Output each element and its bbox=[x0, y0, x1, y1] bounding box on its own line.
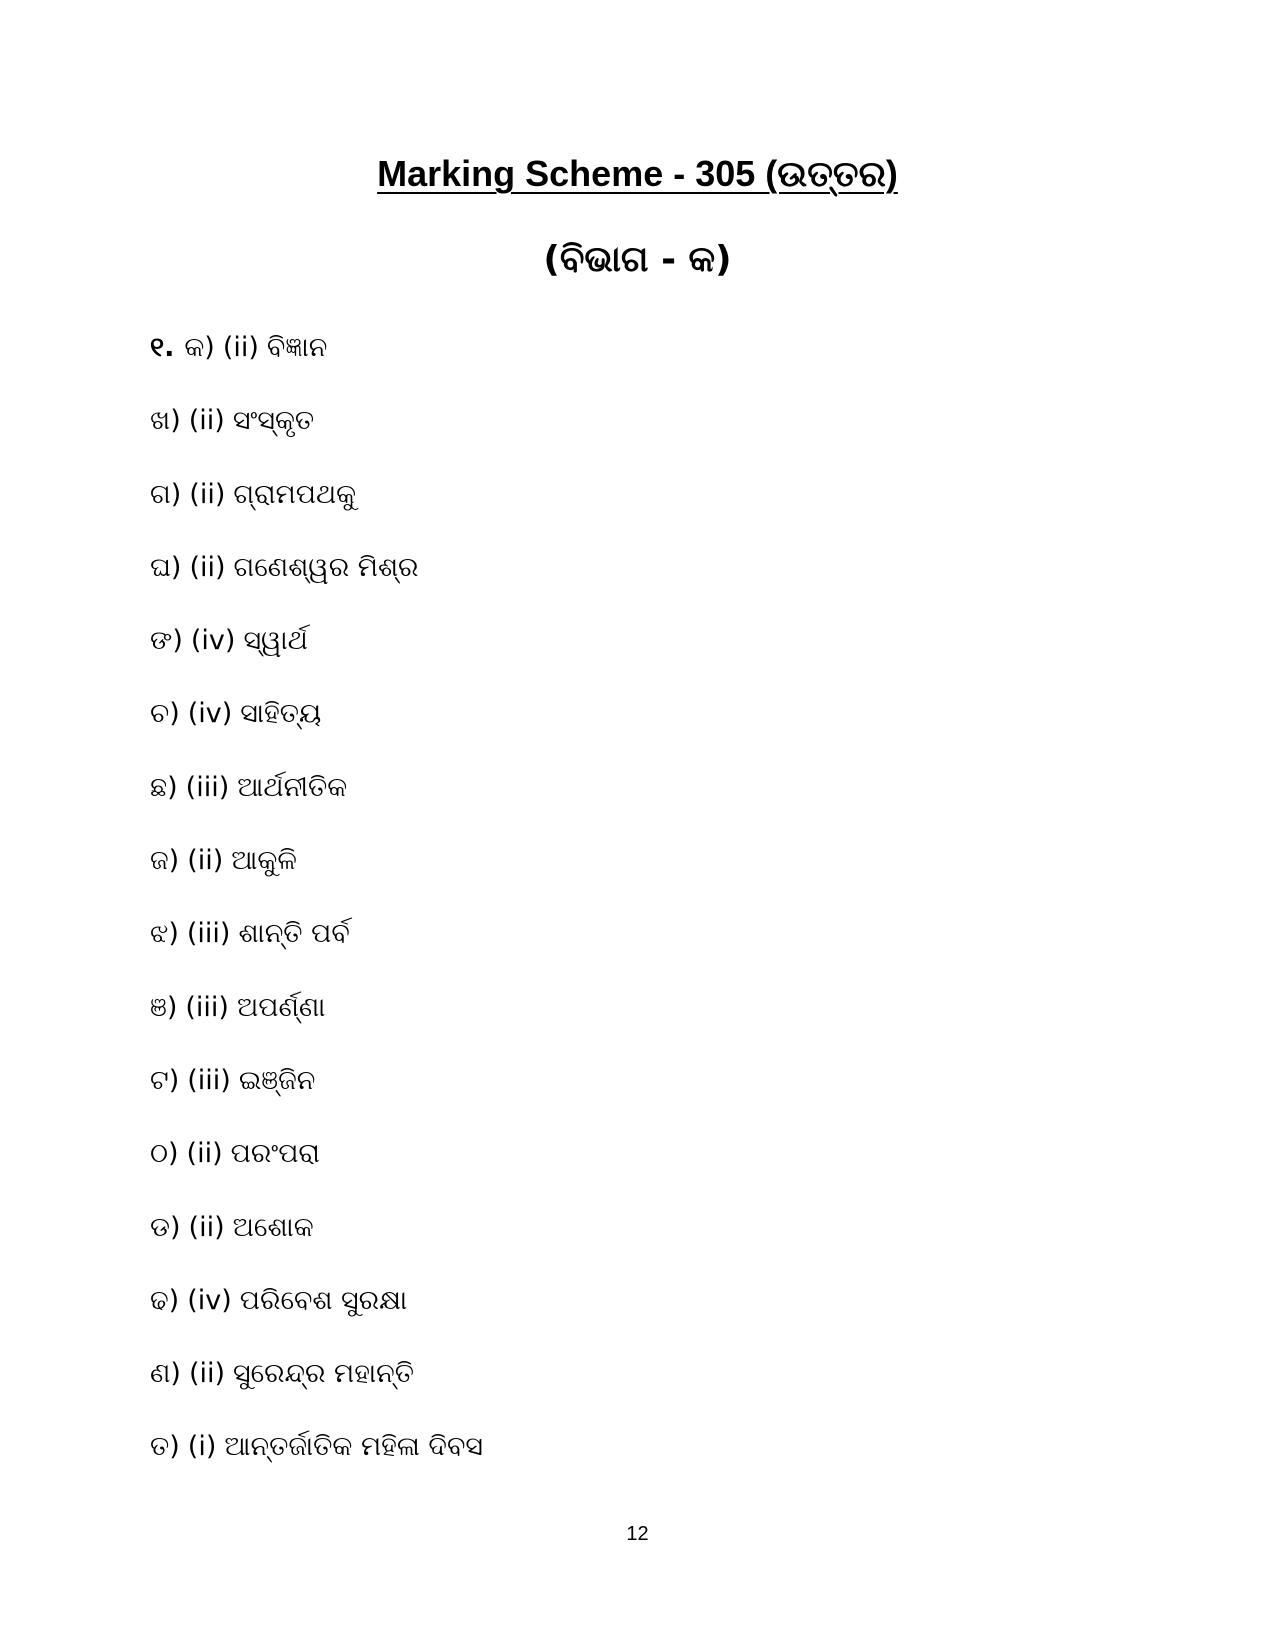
answer-option: (iii) bbox=[187, 1064, 231, 1096]
answer-item bbox=[150, 328, 483, 401]
answer-text: ଆନ୍ତର୍ଜାତିକ ମହିଳା ଦିବସ bbox=[224, 1431, 484, 1463]
answer-option: (iv) bbox=[187, 698, 233, 730]
answer-list bbox=[150, 328, 483, 1501]
answer-label: ଛ) bbox=[150, 771, 178, 803]
answer-label: ଡ) bbox=[150, 1211, 181, 1243]
answer-text: ଶାନ୍ତି ପର୍ବ bbox=[238, 918, 350, 950]
answer-text: ଅଶୋକ bbox=[232, 1211, 314, 1243]
answer-option: (ii) bbox=[188, 1358, 226, 1390]
answer-option: (iii) bbox=[186, 918, 231, 950]
answer-text: ସଂସ୍କୃତ bbox=[232, 405, 315, 437]
answer-item bbox=[150, 768, 483, 841]
answer-option: (i) bbox=[187, 1431, 217, 1463]
section-heading: (ବିଭାଗ - କ) bbox=[543, 239, 732, 280]
answer-option: (iii) bbox=[185, 771, 230, 803]
answer-text: ଗଣେଶ୍ୱର ମିଶ୍ର bbox=[233, 551, 419, 583]
answer-label: ଙ) bbox=[150, 625, 183, 657]
answer-label: ଣ) bbox=[150, 1358, 181, 1390]
answer-option: (ii) bbox=[188, 1211, 225, 1243]
answer-option: (ii) bbox=[222, 332, 259, 363]
answer-label: ଘ) bbox=[150, 551, 182, 583]
answer-item bbox=[150, 914, 483, 987]
page-title-text: Marking Scheme - 305 (ଉତ୍ତର) bbox=[377, 153, 898, 194]
answer-option: (ii) bbox=[187, 845, 224, 877]
answer-text: ଗ୍ରାମପଥକୁ bbox=[233, 478, 357, 510]
answer-item bbox=[150, 694, 483, 767]
answer-label: ଗ) bbox=[150, 478, 182, 510]
answer-item bbox=[150, 1134, 483, 1207]
answer-text: ବିଜ୍ଞାନ bbox=[266, 332, 328, 363]
answer-label: ଜ) bbox=[150, 845, 180, 877]
answer-label: ଝ) bbox=[150, 918, 179, 950]
answer-item bbox=[150, 1061, 483, 1134]
answer-item bbox=[150, 841, 483, 914]
answer-item bbox=[150, 401, 483, 474]
answer-option: (iv) bbox=[190, 625, 236, 657]
answer-option: (iv) bbox=[187, 1284, 232, 1316]
answer-text: ଇଞ୍ଜିନ bbox=[238, 1064, 316, 1096]
answer-text: ସ୍ୱାର୍ଥ bbox=[243, 625, 308, 657]
answer-text: ସାହିତ୍ୟ bbox=[240, 698, 322, 730]
answer-item bbox=[150, 621, 483, 694]
answer-item bbox=[150, 1208, 483, 1281]
answer-item bbox=[150, 1427, 483, 1500]
answer-item bbox=[150, 1281, 483, 1354]
answer-item bbox=[150, 1354, 483, 1427]
answer-option: (ii) bbox=[188, 405, 225, 437]
answer-text: ପରିବେଶ ସୁରକ୍ଷା bbox=[239, 1284, 408, 1316]
answer-label: କ) bbox=[184, 332, 215, 363]
answer-option: (ii) bbox=[186, 1138, 223, 1170]
answer-label: ତ) bbox=[150, 1431, 180, 1463]
answer-item bbox=[150, 988, 483, 1061]
answer-text: ସୁରେନ୍ଦ୍ର ମହାନ୍ତି bbox=[233, 1358, 414, 1390]
page-number: 12 bbox=[626, 1523, 649, 1545]
answer-label: ଠ) bbox=[150, 1138, 179, 1170]
answer-item bbox=[150, 475, 483, 548]
answer-label: ଚ) bbox=[150, 698, 180, 730]
answer-label: ଖ) bbox=[150, 405, 181, 437]
answer-option: (ii) bbox=[189, 551, 226, 583]
answer-text: ଆର୍ଥନୀତିକ bbox=[237, 771, 348, 803]
answer-option: (ii) bbox=[189, 478, 226, 510]
answer-text: ଅପର୍ଣ୍ଣା bbox=[236, 991, 326, 1023]
answer-text: ପରଂପରା bbox=[230, 1138, 320, 1170]
answer-option: (iii) bbox=[185, 991, 229, 1023]
answer-text: ଆକୁଳି bbox=[231, 845, 297, 877]
answer-label: ଟ) bbox=[150, 1064, 180, 1096]
question-number: ୧. bbox=[150, 332, 175, 363]
answer-item bbox=[150, 548, 483, 621]
answer-label: ଞ) bbox=[150, 991, 178, 1023]
answer-label: ଢ) bbox=[150, 1284, 180, 1316]
page-title bbox=[0, 152, 1275, 196]
